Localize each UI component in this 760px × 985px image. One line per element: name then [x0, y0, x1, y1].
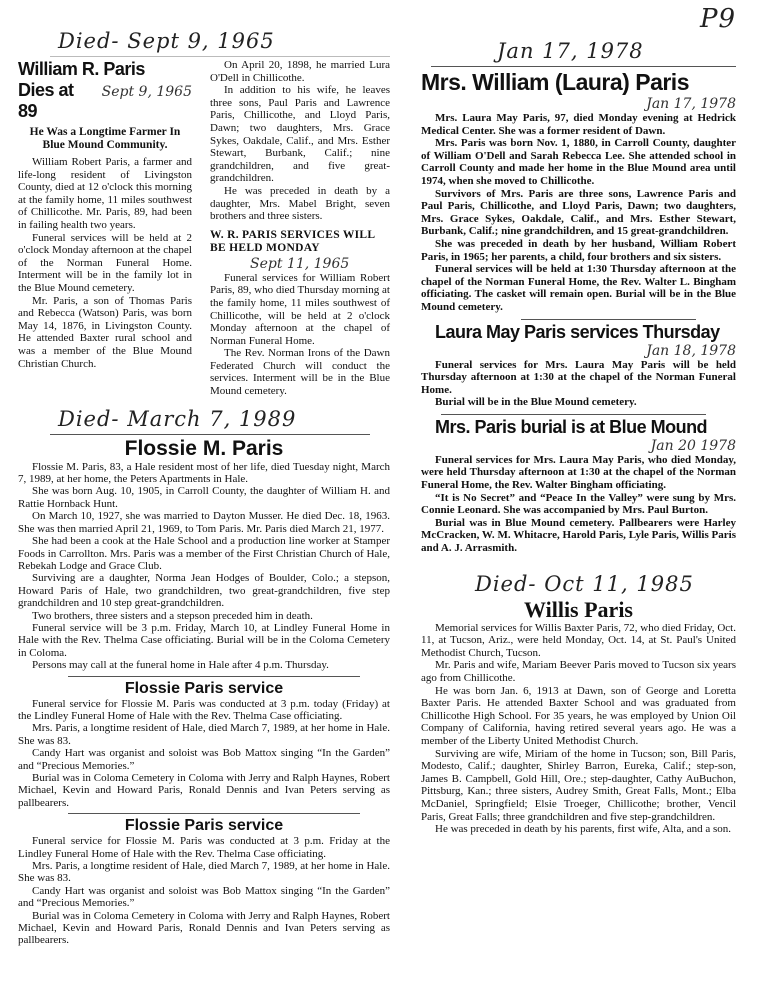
headline: Flossie M. Paris — [124, 436, 284, 460]
subheadline: W. R. PARIS SERVICES WILL BE HELD MONDAY — [210, 228, 375, 255]
paragraph: Memorial services for Willis Baxter Paris, 72, who died Friday, Oct. 11, at Tucson, Ariz., were held Monday, Oct. 14, at St. Paul's United Methodist Church, Tucson. — [421, 621, 736, 659]
paragraph: Funeral services for William Robert Paris, 89, who died Thursday morning at the family home, 11 miles southwest of Chillicothe, will be held at 2 o'clock Monday afternoon at the chapel of Norman Funeral Home. — [210, 271, 390, 347]
subheadline: Mrs. Paris burial is at Blue Mound — [435, 416, 708, 437]
paragraph: She was preceded in death by her husband, William Robert Paris, in 1965; her parents, a child, four brothers and six sisters. — [421, 237, 736, 263]
handwritten-annotation: Sept 9, 1965 — [101, 84, 192, 100]
paragraph: Funeral service for Flossie M. Paris was conducted at 3 p.m. Friday at the Lindley Funeral Home of Hale with the Rev. Thelma Case officiating. — [18, 835, 390, 860]
paragraph: Surviving are a daughter, Norma Jean Hodges of Boulder, Colo.; a stepson, Howard Paris of Hale, two grandchildren, two great-grandchildren, five step grandchildren and 10 step great-grandchildren. — [18, 572, 390, 610]
paragraph: Mr. Paris and wife, Mariam Beever Paris moved to Tucson six years ago from Chillicothe. — [421, 659, 736, 684]
divider — [431, 66, 736, 67]
paragraph: Mrs. Paris, a longtime resident of Hale, died March 7, 1989, at her home in Hale. She was 83. — [18, 722, 390, 747]
divider — [521, 319, 696, 320]
paragraph: Flossie M. Paris, 83, a Hale resident most of her life, died Tuesday night, March 7, 1989, at her home, the Peters Apartments in Hale. — [18, 460, 390, 486]
paragraph: Two brothers, three sisters and a stepson preceded him in death. — [32, 609, 313, 622]
paragraph: Funeral services for Mrs. Laura May Paris, who died Monday, were held Thursday afternoon at 1:30 at the chapel of the Norman Funeral Home, the Rev. Walter Bingham officiating. — [421, 453, 736, 492]
headline: Mrs. William (Laura) Paris — [421, 69, 689, 95]
divider — [68, 813, 360, 814]
subheadline: Flossie Paris service — [124, 679, 284, 697]
divider — [50, 434, 370, 435]
spacer — [18, 398, 390, 406]
paragraph: Funeral service for Flossie M. Paris was conducted at 3 p.m. today (Friday) at the Lindley Funeral Home of Hale with the Rev. Thelma Case officiating. — [18, 697, 390, 722]
paragraph: “It is No Secret” and “Peace In the Valley” were sung by Mrs. Connie Leonard. She was accompanied by Mrs. Paul Burton. — [421, 491, 736, 517]
left-column — [18, 28, 390, 947]
paragraph: He was preceded in death by a daughter, Mrs. Mabel Bright, seven brothers and three sisters. — [210, 184, 390, 223]
article-body — [18, 698, 390, 810]
subheadline: Flossie Paris service — [124, 817, 284, 835]
paragraph: The Rev. Norman Irons of the Dawn Federated Church will conduct the services. Interment will be in the Blue Mound cemetery. — [210, 347, 390, 398]
article-body — [421, 454, 736, 555]
handwritten-annotation: Jan 17, 1978 — [646, 96, 736, 112]
william-clipping — [18, 59, 390, 398]
handwritten-annotation: Sept 11, 1965 — [250, 255, 350, 272]
paragraph: Burial was in Blue Mound cemetery. Pallbearers were Harley McCracken, W. M. Whitacre, Harold Paris, Lyle Paris, Willis Paris and A. J. Arrasmith. — [421, 516, 736, 555]
article-body — [210, 272, 390, 398]
handwritten-annotation: Jan 20 1978 — [650, 437, 736, 454]
paragraph: Burial will be in the Blue Mound cemetery. — [435, 396, 637, 409]
paragraph: She had been a cook at the Hale School and a production line worker at Stamper Foods in Carrollton. Mrs. Paris was a member of the First Christian Church of Hale, Rebekah Lodge and Grace Club. — [18, 535, 390, 572]
paragraph: Funeral service will be 3 p.m. Friday, March 10, at Lindley Funeral Home in Hale with the Rev. Thelma Case officiating. Burial will be in the Coloma Cemetery in Coloma. — [18, 621, 390, 659]
handwritten-annotation: Jan 18, 1978 — [646, 342, 736, 359]
paragraph: Mr. Paris, a son of Thomas Paris and Rebecca (Watson) Paris, was born May 14, 1876, in Livingston County. He attended Baxter rural school and was a member of the Blue Mound Christian Church. — [18, 294, 192, 370]
paragraph: She was born Aug. 10, 1905, in Carroll County, the daughter of William H. and Rattie Hornback Hunt. — [18, 485, 390, 510]
article-body — [18, 461, 390, 672]
paragraph: Persons may call at the funeral home in Hale after 4 p.m. Thursday. — [32, 659, 329, 672]
paragraph: Mrs. Paris was born Nov. 1, 1880, in Carroll County, daughter of William O'Dell and Sarah Rebecca Lee. She attended school in Carroll County and made her home in the Blue Mound area until 1974, when she moved to Chillicothe. — [421, 137, 736, 187]
column — [18, 59, 192, 398]
paragraph: Burial was in Coloma Cemetery in Coloma with Jerry and Ralph Haynes, Robert Michael, Kevin and Howard Paris, Ronald Dennis and Ivan Peters serving as pallbearers. — [18, 772, 390, 809]
subheadline: Laura May Paris services Thursday — [435, 321, 720, 342]
paragraph: On April 20, 1898, he married Lura O'Dell in Chillicothe. — [210, 59, 390, 84]
handwritten-date: Died- Sept 9, 1965 — [58, 29, 275, 53]
page-marker: P9 — [700, 4, 737, 34]
handwritten-date: Died- Oct 11, 1985 — [475, 571, 694, 596]
subhead: He Was a Longtime Farmer In Blue Mound Community. — [29, 126, 181, 151]
divider — [441, 414, 706, 415]
paragraph: Funeral services will be held at 2 o'clock Monday afternoon at the chapel of the Norman Funeral Home. Interment will be in the family lot in the Blue Mound cemetery. — [18, 231, 192, 294]
paragraph: Surviving are wife, Miriam of the home in Tucson; son, Bill Paris, Modesto, Calif.; daughter, Shirley Barron, Eureka, Calif.; step-son, James B. Campbell, Gold Hill, Ore.; step-daughter, Cathy AuBuchon, Pittsburg, Kan.; three sisters, Audrey Smith, Great Falls, Mont.; Elba McDaniel, Springfield; Elsie Troeger, Chillicothe; brother, Vencil Paris, Great Falls; three grandchildren and five step-grandchildren. — [421, 747, 736, 823]
paragraph: Candy Hart was organist and soloist was Bob Mattox singing “In the Garden” and “Precious Memories.” — [18, 747, 390, 772]
headline: William R. Paris — [18, 59, 145, 79]
paragraph: Survivors of Mrs. Paris are three sons, Lawrence Paris and Paul Paris, Chillicothe, and Lloyd Paris, Dawn; two daughters, Mrs. Grace Sykes, Oakdale, Calif., and Mrs. Esther Stewart, Burbank, Calif.; nine grandchildren, and 15 great-grandchildren. — [421, 187, 736, 238]
handwritten-date: Jan 17, 1978 — [497, 39, 644, 63]
paragraph: In addition to his wife, he leaves three sons, Paul Paris and Lawrence Paris, Chillicothe, and Lloyd Paris, Dawn; two daughters, Mrs. Grace Sykes, Oakdale, Calif., and Mrs. Esther Stewart, Burbank, Calif.; nine grandchildren, and five great-grandchildren. — [210, 84, 390, 185]
article-body — [421, 359, 736, 409]
handwritten-date: Died- March 7, 1989 — [58, 406, 297, 431]
paragraph: Burial was in Coloma Cemetery in Coloma with Jerry and Ralph Haynes, Robert Michael, Kevin and Howard Paris, Ronald Dennis and Ivan Peters serving as pallbearers. — [18, 909, 390, 947]
spacer — [421, 555, 736, 571]
article-body — [18, 156, 192, 370]
article-body — [421, 112, 736, 314]
paragraph: Mrs. Paris, a longtime resident of Hale, died March 7, 1989, at her home in Hale. She was 83. — [18, 860, 390, 885]
paragraph: Funeral services for Mrs. Laura May Paris will be held Thursday afternoon at 1:30 at the chapel of the Norman Funeral Home. — [421, 358, 736, 396]
headline-row — [18, 80, 192, 122]
paragraph: Funeral services will be held at 1:30 Thursday afternoon at the chapel of the Norman Funeral Home, the Rev. Walter L. Bingham officiating. The casket will remain open. Burial will be in the Blue Mound cemetery. — [421, 263, 736, 313]
divider — [50, 56, 390, 57]
headline: Willis Paris — [524, 596, 633, 622]
article-body — [210, 59, 390, 223]
headline: Dies at 89 — [18, 80, 74, 121]
divider — [68, 676, 360, 677]
article-body — [18, 835, 390, 947]
paragraph: He was preceded in death by his parents, first wife, Alta, and a son. — [435, 823, 731, 836]
right-column — [421, 38, 736, 836]
paragraph: On March 10, 1927, she was married to Dayton Musser. He died Dec. 18, 1963. She was then married April 21, 1969, to Tom Paris. Mr. Paris died March 21, 1977. — [18, 510, 390, 535]
paragraph: Mrs. Laura May Paris, 97, died Monday evening at Hedrick Medical Center. She was a former resident of Dawn. — [421, 112, 736, 137]
article-body — [421, 622, 736, 836]
paragraph: Candy Hart was organist and soloist was Bob Mattox singing “In the Garden” and “Precious Memories.” — [18, 884, 390, 910]
column — [210, 59, 390, 398]
paragraph: William Robert Paris, a farmer and life-long resident of Livingston County, died at 12 o'clock this morning at the family home, 11 miles southwest of Chillicothe. Mr. Paris, 89, had been in failing health two years. — [18, 156, 192, 231]
paragraph: He was born Jan. 6, 1913 at Dawn, son of George and Loretta Baxter Paris. He attended Baxter School and was graduated from Chillicothe High School. For 35 years, he was employed by Union Oil Company of California, having retired several years ago. He was a member of the Liberty United Methodist Church. — [421, 684, 736, 747]
